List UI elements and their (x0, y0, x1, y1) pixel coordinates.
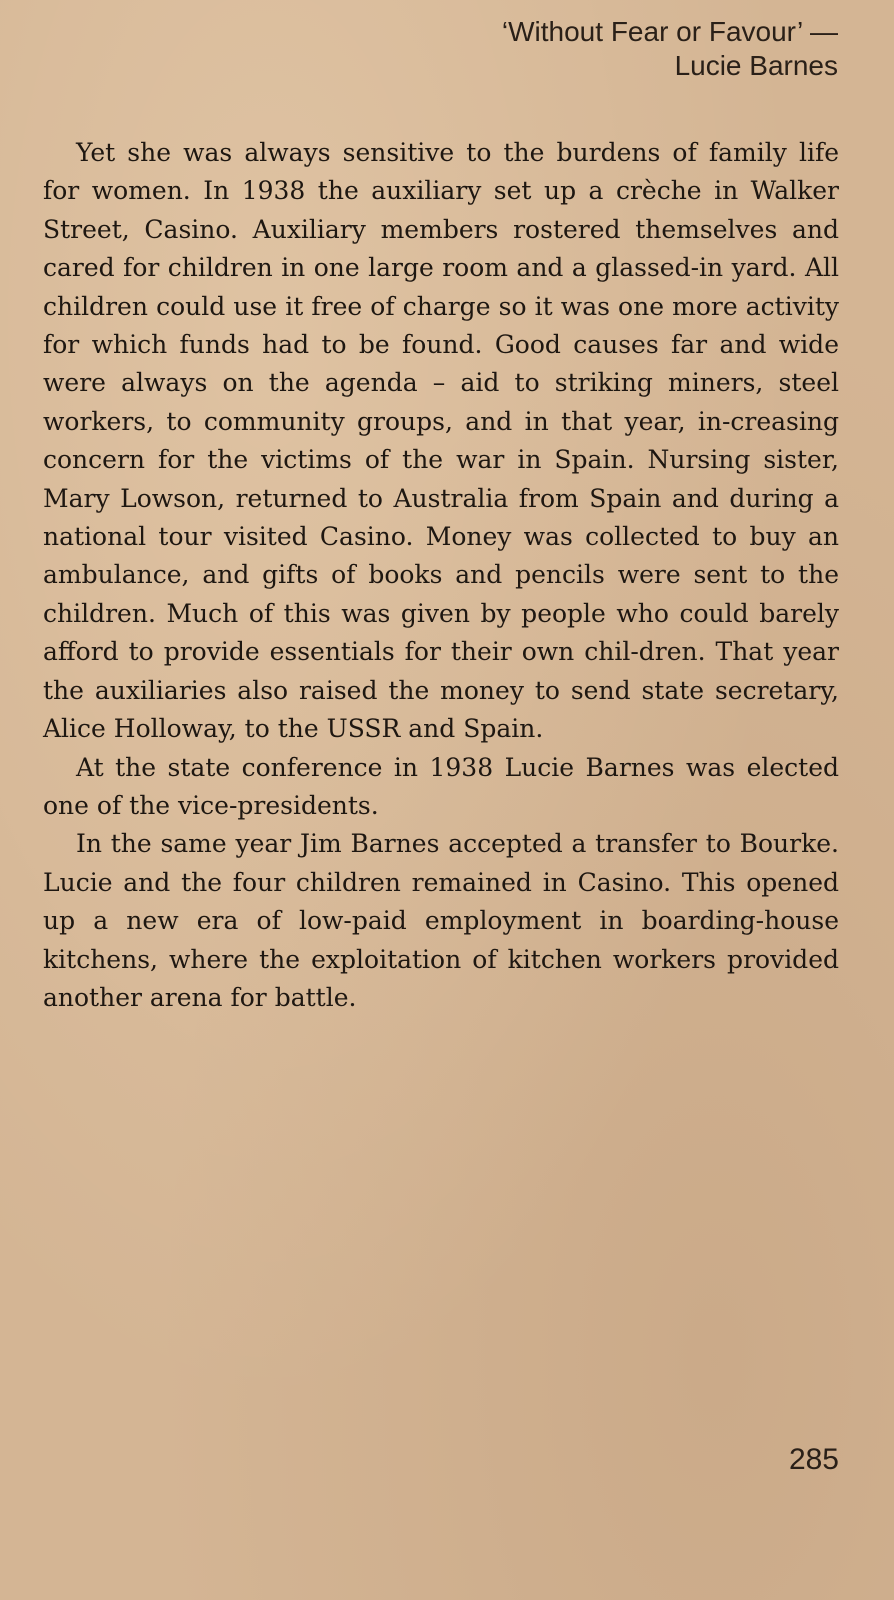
body-text (43, 134, 839, 1017)
running-head (338, 15, 838, 83)
running-head-title: ‘Without Fear or Favour’ — (501, 16, 838, 47)
paragraph-2: At the state conference in 1938 Lucie Barnes was elected one of the vice-presidents. (43, 752, 839, 820)
paragraph-1: Yet she was always sensitive to the burdens of family life for women. In 1938 the auxiliary set up a crèche in Walker Street, Casino. Auxiliary members rostered themselves and cared for children in one large room and a glassed-in yard. All children could use it free of charge so it was one more activity for which funds had to be found. Good causes far and wide were always on the agenda – aid to striking miners, steel workers, to community groups, and in that year, in-creasing concern for the victims of the war in Spain. Nursing sister, Mary Lowson, returned to Australia from Spain and during a national tour visited Casino. Money was collected to buy an ambulance, and gifts of books and pencils were sent to the children. Much of this was given by people who could barely afford to provide essentials for their own chil-dren. That year the auxiliaries also raised the money to send state secretary, Alice Holloway, to the USSR and Spain. (43, 138, 839, 744)
page-number: 285 (788, 1443, 839, 1476)
paragraph-3: In the same year Jim Barnes accepted a transfer to Bourke. Lucie and the four children remained in Casino. This opened up a new era of low-paid employment in boarding-house kitchens, where the exploitation of kitchen workers provided another arena for battle. (43, 829, 839, 1012)
running-head-subtitle: Lucie Barnes (674, 50, 838, 81)
